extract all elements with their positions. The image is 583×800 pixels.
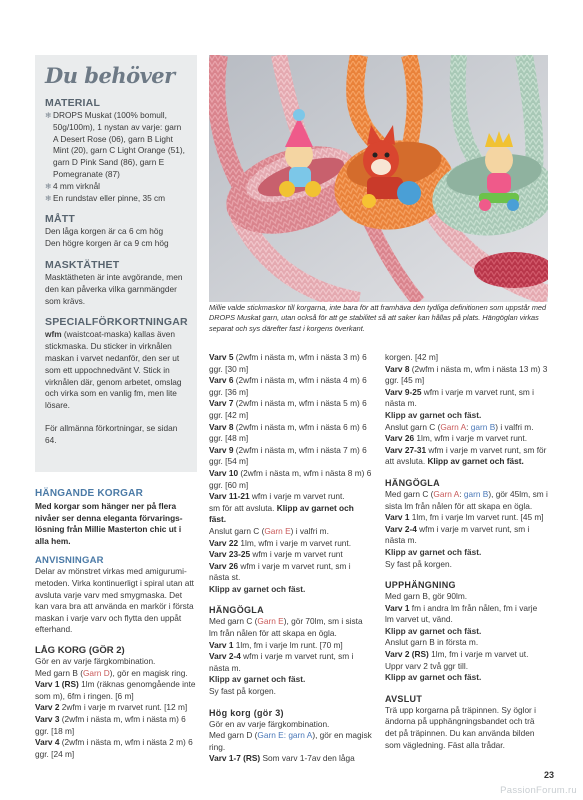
anvisningar-text: Delar av mönstret virkas med amigurumimetoden. Virka kontinuerligt i spiral utan att avsluta varje varv med smygmaska. Det kan vara bra att använda en markör i första maskan i varje varv och flytta den uppåt efterhand. <box>35 566 194 635</box>
masktathet-heading: MASKTÄTHET <box>45 258 120 271</box>
special-heading: SPECIALFÖRKORTNINGAR <box>45 316 188 329</box>
row-instruction: Varv 1 1lm, fm i varje lm runt. [70 m] <box>209 639 343 650</box>
klipp-line: Klipp av garnet och fäst. <box>385 546 482 557</box>
materials-sidebar <box>35 55 197 472</box>
special-section <box>45 316 188 446</box>
masktathet-text: Masktätheten är inte avgörande, men den kan påverka vilka garnmängder som krävs. <box>45 271 183 306</box>
watermark: PassionForum.ru <box>500 785 577 796</box>
intro-column <box>35 488 197 760</box>
anslut-line: Anslut garn C (Garn E) i valfri m. <box>209 525 329 536</box>
avslut-heading: AVSLUT <box>385 693 423 704</box>
hog-korg-intro: Gör en av varje färgkombination. <box>209 718 330 729</box>
row-instruction: Varv 5 (2wfm i nästa m, wfm i nästa 3 m) 6 ggr. [30 m] <box>209 352 367 374</box>
anslut-line: Anslut garn C (Garn A: garn B) i valfri m. <box>385 421 534 432</box>
baskets-photo <box>209 55 548 302</box>
right-column <box>385 352 548 751</box>
hangogla-garn: Med garn C (Garn E), gör 70lm, sm i sista lm från nålen för att skapa en ögla. <box>209 616 363 639</box>
row-instruction: Varv 6 (2wfm i nästa m, wfm i nästa 4 m) 6 ggr. [36 m] <box>209 375 367 397</box>
sidebar-title: Du behöver <box>45 63 175 88</box>
middle-column <box>209 352 372 765</box>
row-instruction: Varv 23-25 wfm i varje m varvet runt <box>209 549 343 560</box>
snowflake-bullet-icon: ❄ <box>45 181 52 191</box>
hog-korg-garn: Med garn D (Garn E: garn A), gör en magisk ring. <box>209 730 372 752</box>
row-instruction: Varv 3 (2wfm i nästa m, wfm i nästa m) 6 ggr. [18 m] <box>35 713 186 736</box>
row-instruction: Varv 8 (2wfm i nästa m, wfm i nästa 6 m) 6 ggr. [48 m] <box>209 421 367 444</box>
hangogla-garn: Med garn C (Garn A: garn B), gör 45lm, sm i sista lm från nålen för att skapa en ögla. <box>385 488 548 511</box>
material-item: ❄ En rundstav eller pinne, 35 cm <box>45 192 166 203</box>
row-instruction: Varv 2-4 wfm i varje m varvet runt, sm i nästa m. <box>385 523 530 546</box>
row-instruction: Varv 26 wfm i varje m varvet runt, sm i nästa st. <box>209 560 351 583</box>
material-item: ❄ 4 mm virknål <box>45 180 101 191</box>
row-instruction: Varv 7 (2wfm i nästa m, wfm i nästa 5 m) 6 ggr. [42 m] <box>209 398 367 420</box>
material-heading: MATERIAL <box>45 97 101 109</box>
snowflake-bullet-icon: ❄ <box>45 111 52 120</box>
material-item: ❄ DROPS Muskat (100% bomull, 50g/100m), 1 nystan av varje: garn A Desert Rose (06), garn B Light Mint (20), garn C Light Orange (51), garn D Pink Sand (86), garn E Pomegranate (87) <box>45 110 185 179</box>
hangogla-heading: HÄNGÖGLA <box>385 477 440 488</box>
matt-section <box>45 213 188 250</box>
row-instruction: Varv 1 (RS) 1lm (räknas genomgående inte som m), 6fm i ringen. [6 m] <box>35 679 196 701</box>
klipp-line: Klipp av garnet och fäst. <box>209 583 306 594</box>
upphangning-intro: Med garn B, gör 90lm. <box>385 591 468 602</box>
pattern-lead: Med korgar som hänger ner på flera nivåer ser denna eleganta förvaringslösning från Millie Masterton chic ut i alla hem. <box>35 501 183 546</box>
lag-korg-garn: Med garn B (Garn D), gör en magisk ring. <box>35 667 188 678</box>
avslut-text: Trä upp korgarna på träpinnen. Sy öglor i ändorna på upphängningsbandet och trä det på träpinnen. Du kan använda bilden som vägledning. Fäst alla trådar. <box>385 704 536 750</box>
row-instruction: Varv 4 (2wfm i nästa m, wfm i nästa 2 m) 6 ggr. [24 m] <box>35 737 193 759</box>
material-section <box>45 97 188 204</box>
hangogla-heading: HÄNGÖGLA <box>209 605 264 616</box>
klipp-line: Klipp av garnet och fäst. <box>385 625 482 636</box>
hog-korg-heading: Hög korg (gör 3) <box>209 707 284 718</box>
sy-line: Sy fast på korgen. <box>385 558 452 569</box>
row-instruction: Varv 22 1lm, wfm i varje m varvet runt. <box>209 537 352 548</box>
lag-korg-intro: Gör en av varje färgkombination. <box>35 655 156 666</box>
klipp-line: Klipp av garnet och fäst. <box>385 672 482 683</box>
row-instruction: Varv 1 1lm, fm i varje lm varvet runt. [45 m] <box>385 512 544 523</box>
row-instruction: Varv 10 (2wfm i nästa m, wfm i nästa 8 m) 6 ggr. [60 m] <box>209 467 372 490</box>
page-number: 23 <box>544 770 555 780</box>
klipp-line: Klipp av garnet och fäst. <box>385 409 482 420</box>
lag-korg-heading: LÅG KORG (GÖR 2) <box>35 644 125 656</box>
row-instruction: Varv 9-25 wfm i varje m varvet runt, sm i nästa m. <box>385 386 534 409</box>
snowflake-bullet-icon: ❄ <box>45 193 52 203</box>
repeat-line: Uppr varv 2 två ggr till. <box>385 660 468 671</box>
upphangning-heading: UPPHÄNGNING <box>385 580 456 591</box>
row-instruction: Varv 2-4 wfm i varje m varvet runt, sm i nästa m. <box>209 651 354 673</box>
row-instruction: Varv 27-31 wfm i varje m varvet runt, sm för att avsluta. Klipp av garnet och fäst. <box>385 444 547 467</box>
row-instruction: Varv 9 (2wfm i nästa m, wfm i nästa 7 m) 6 ggr. [54 m] <box>209 444 367 467</box>
matt-heading: MÅTT <box>45 213 75 226</box>
row-instruction: Varv 2 (RS) 1lm, fm i varje m varvet ut. <box>385 649 529 660</box>
anslut-line: Anslut garn B in första m. <box>385 637 479 648</box>
row-instruction: Varv 11-21 wfm i varje m varvet runt. <box>209 491 345 502</box>
row-instruction: Varv 26 1lm, wfm i varje m varvet runt. <box>385 433 528 444</box>
photo-caption: Millie valde stickmaskor till korgarna, inte bara för att framhäva den tydliga definitionen som uppstår med DROPS Muskat garn, utan också för att ge stabilitet så att saker kan hållas på plats. Hängöglan virkas separat och sys därefter fast i korgens överkant. <box>209 303 547 333</box>
klipp-line: Klipp av garnet och fäst. <box>209 674 306 685</box>
matt-line: Den låga korgen är ca 6 cm hög <box>45 226 164 237</box>
row-instruction: Varv 8 (2wfm i nästa m, wfm i nästa 13 m) 3 ggr. [45 m] <box>385 363 548 386</box>
row-instruction: sm för att avsluta. Klipp av garnet och fäst. <box>209 502 354 525</box>
row-continuation: korgen. [42 m] <box>385 352 439 362</box>
row-instruction: Varv 2 2wfm i varje m rvarvet runt. [12 m] <box>35 702 188 713</box>
masktathet-section <box>45 259 188 307</box>
special-text: wfm (waistcoat-maska) kallas även stickmaska. Du sticker in virknålen maskan i varvet nedanför, den ser ut som ett uppochnedvänt V. Stick in virknålen där, genom arbetet, omslag och virka som en vanlig fm, men lite lösare. <box>45 329 182 411</box>
row-instruction: Varv 1-7 (RS) Som varv 1-7av den låga <box>209 753 355 764</box>
sy-line: Sy fast på korgen. <box>209 686 276 697</box>
anvisningar-heading: ANVISNINGAR <box>35 555 104 567</box>
matt-line: Den högre korgen är ca 9 cm hög <box>45 238 169 249</box>
pattern-title: HÄNGANDE KORGAR <box>35 488 143 499</box>
special-note: För allmänna förkortningar, se sidan 64. <box>45 422 178 445</box>
row-instruction: Varv 1 fm i andra lm från nålen, fm i varje lm varvet ut, vänd. <box>385 602 538 625</box>
